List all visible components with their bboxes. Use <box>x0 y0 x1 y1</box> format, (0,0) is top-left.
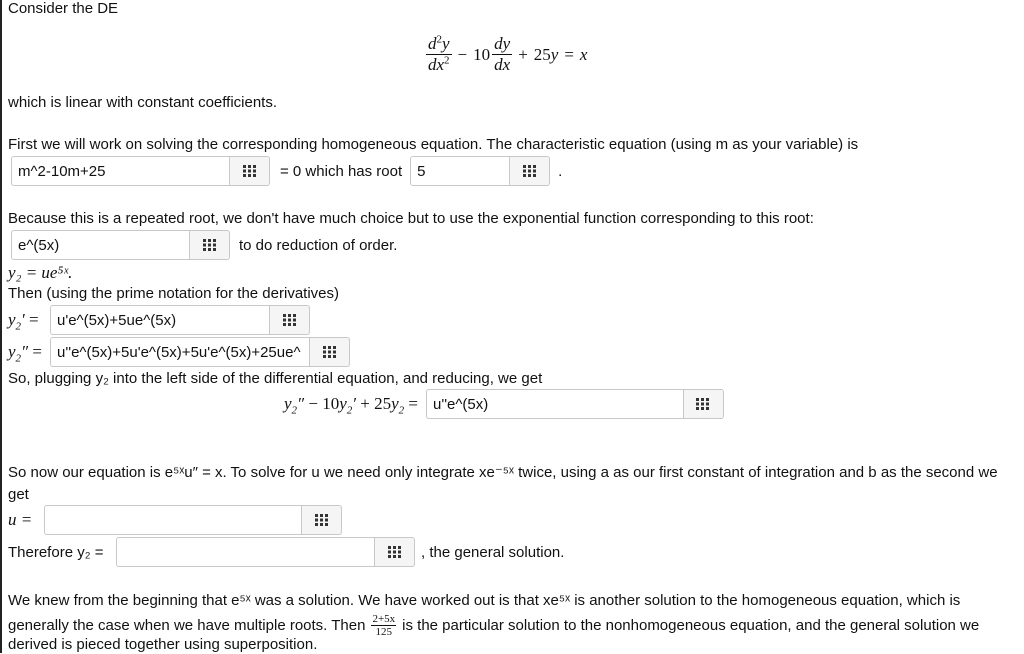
grid-palette-icon[interactable] <box>230 156 270 186</box>
general-solution-input[interactable] <box>116 537 375 567</box>
therefore-row <box>8 535 564 569</box>
intro-text: Consider the DE <box>8 0 119 17</box>
grid-palette-icon[interactable] <box>510 156 550 186</box>
u-label: u = <box>8 510 33 529</box>
y2-double-prime-label: $y_2''$ = <box>8 342 42 365</box>
homogeneous-text: First we will work on solving the corresponding homogeneous equation. The characteristic equation (using m as your variable) is <box>8 136 859 153</box>
so-now-text-2: get <box>8 486 29 503</box>
char-eq-input[interactable]: m^2-10m+25 <box>11 156 230 186</box>
repeated-root-text: Because this is a repeated root, we don't have much choice but to use the exponential function corresponding to this root: <box>8 210 814 227</box>
final-text-3: derived is pieced together using superposition. <box>8 636 318 653</box>
lhs-row <box>284 387 724 421</box>
exp-input[interactable]: e^(5x) <box>11 230 190 260</box>
u-input[interactable] <box>44 505 302 535</box>
grid-palette-icon[interactable] <box>190 230 230 260</box>
final-text-2b: is the particular solution to the nonhomogeneous equation, and the general solution we <box>402 616 980 634</box>
grid-palette-icon[interactable] <box>684 389 724 419</box>
final-text-2a: generally the case when we have multiple roots. Then <box>8 616 366 634</box>
fraction-numerator: 2+5x <box>372 613 396 625</box>
lhs-input[interactable]: u''e^(5x) <box>426 389 684 419</box>
dy-dx-fraction: $\frac{dy}{dx}$ <box>494 34 511 74</box>
y2-prime-input[interactable]: u'e^(5x)+5ue^(5x) <box>50 305 270 335</box>
exp-row <box>11 228 397 262</box>
general-suffix: , the general solution. <box>421 543 565 561</box>
coefficient-10: 10 <box>473 44 491 64</box>
left-border <box>0 0 2 653</box>
grid-palette-icon[interactable] <box>302 505 342 535</box>
y2-double-prime-input[interactable]: u''e^(5x)+5u'e^(5x)+5u'e^(5x)+25ue^ <box>50 337 310 367</box>
equals-zero-text: = 0 which has root <box>280 162 403 180</box>
plugging-text: So, plugging y₂ into the left side of the differential equation, and reducing, we get <box>8 370 543 387</box>
final-text-1: We knew from the beginning that e⁵ˣ was a solution. We have worked out is that xe⁵ˣ is another solution to the homogeneous equation, which is <box>8 592 961 609</box>
u-row <box>8 503 342 537</box>
particular-fraction <box>371 613 396 638</box>
lhs-expression: $y_2'' - 10y_2' + 25y_2$ = <box>284 394 418 417</box>
char-eq-row <box>11 154 562 188</box>
therefore-label: Therefore y₂ = <box>8 543 104 561</box>
y2-prime-label: $y_2'$ = <box>8 310 39 333</box>
grid-palette-icon[interactable] <box>270 305 310 335</box>
d2y-dx2-fraction: $\frac{d^2y}{dx^2}$ <box>428 33 450 74</box>
reduction-text: to do reduction of order. <box>239 236 398 254</box>
coefficient-25: 25 <box>533 44 551 64</box>
so-now-text-1: So now our equation is e⁵ˣu″ = x. To solve for u we need only integrate xe⁻⁵ˣ twice, using a as our first constant of integration and b as the second we <box>8 464 998 481</box>
y2-prime-row <box>8 303 310 337</box>
grid-palette-icon[interactable] <box>375 537 415 567</box>
fraction-denominator: 125 <box>375 626 393 638</box>
y2-definition: y₂ = ue⁵ˣ. <box>8 263 73 282</box>
grid-palette-icon[interactable] <box>310 337 350 367</box>
rhs-x: x <box>579 44 588 64</box>
period-text: . <box>558 162 563 180</box>
prime-notation-text: Then (using the prime notation for the derivatives) <box>8 285 340 302</box>
final-text-2 <box>8 613 979 638</box>
y2-double-prime-row <box>8 335 350 369</box>
root-input[interactable]: 5 <box>410 156 510 186</box>
linear-note: which is linear with constant coefficients. <box>8 94 278 111</box>
differential-equation: $\frac{d^2y}{dx^2}$ − 10 $\frac{dy}{dx}$ + 25 y = x <box>428 33 588 74</box>
